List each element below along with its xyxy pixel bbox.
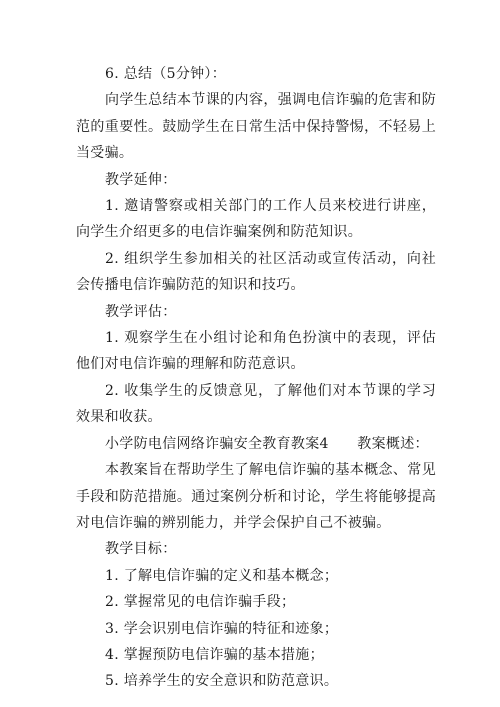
objective-item-3: 3. 学会识别电信诈骗的特征和迹象；	[105, 620, 339, 637]
objective-item-4: 4. 掌握预防电信诈骗的基本措施；	[105, 646, 324, 663]
evaluation-item-2: 2. 收集学生的反馈意见，了解他们对本节课的学习效果和收获。	[76, 382, 436, 426]
evaluation-item-1: 1. 观察学生在小组讨论和角色扮演中的表现，评估他们对电信诈骗的理解和防范意识。	[76, 330, 436, 373]
overview-paragraph: 本教案旨在帮助学生了解电信诈骗的基本概念、常见手段和防范措施。通过案例分析和讨论，学生将能够提高对电信诈骗的辨别能力，并学会保护自己不被骗。	[76, 462, 436, 531]
lesson-plan-title: 小学防电信网络诈骗安全教育教案4 教案概述：	[105, 435, 429, 452]
extension-item-2: 2. 组织学生参加相关的社区活动或宣传活动，向社会传播电信诈骗防范的知识和技巧。	[76, 250, 436, 294]
section-heading-objectives: 教学目标：	[105, 541, 177, 558]
objective-item-2: 2. 掌握常见的电信诈骗手段；	[105, 594, 296, 611]
section-heading-extension: 教学延伸：	[105, 171, 177, 188]
extension-item-1: 1. 邀请警察或相关部门的工作人员来校进行讲座，向学生介绍更多的电信诈骗案例和防范知识。	[76, 198, 436, 241]
section-heading-summary: 6. 总结（5分钟）：	[105, 66, 227, 82]
section-heading-evaluation: 教学评估：	[105, 303, 177, 320]
summary-paragraph: 向学生总结本节课的内容，强调电信诈骗的危害和防范的重要性。鼓励学生在日常生活中保持警惕，不轻易上当受骗。	[76, 92, 436, 162]
objective-item-5: 5. 培养学生的安全意识和防范意识。	[105, 673, 339, 690]
objective-item-1: 1. 了解电信诈骗的定义和基本概念；	[105, 567, 339, 584]
document-body	[76, 61, 436, 695]
